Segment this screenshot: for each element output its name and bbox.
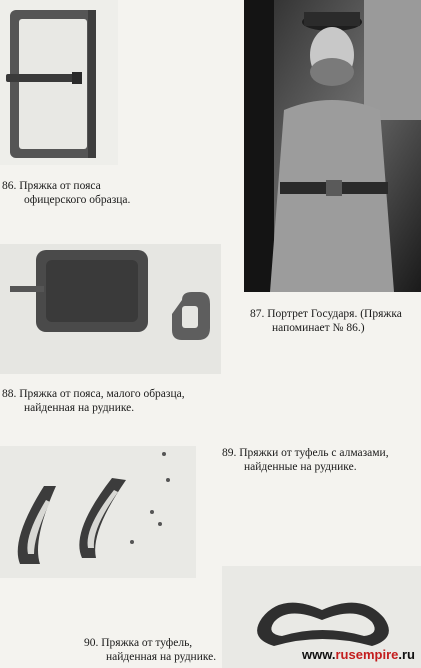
caption-88: 88. Пряжка от пояса, малого образца, найденная на руднике. bbox=[2, 388, 185, 414]
caption-90: 90. Пряжка от туфель, найденная на руднике. bbox=[84, 637, 217, 663]
photo-shoe-buckles-89 bbox=[0, 446, 196, 578]
watermark: www.rusempire.ru bbox=[302, 647, 415, 662]
caption-86: 86. Пряжка от пояса офицерского образца. bbox=[2, 180, 131, 206]
photo-buckle-88 bbox=[0, 244, 221, 374]
photo-portrait-87 bbox=[244, 0, 421, 292]
photo-buckle-86 bbox=[0, 0, 118, 165]
caption-87: 87. Портрет Государя. (Пряжка напоминает № 86.) bbox=[250, 308, 402, 334]
caption-89: 89. Пряжки от туфель с алмазами, найденные на руднике. bbox=[222, 447, 389, 473]
